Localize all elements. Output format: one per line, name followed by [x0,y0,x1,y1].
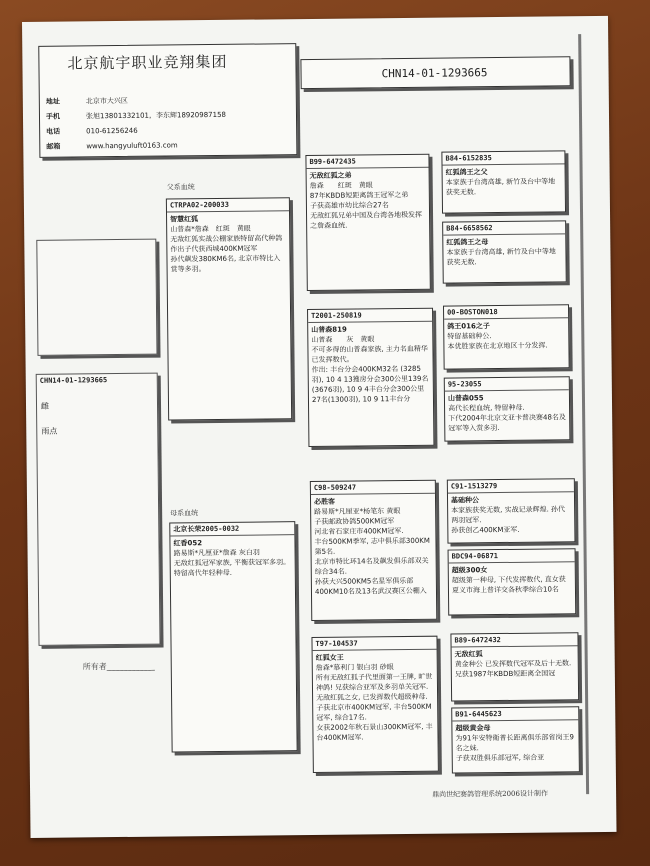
great-grandparent-ring: B91-6445623 [452,707,578,721]
grandparent-line: 无敌红狐之弟 [309,171,352,180]
subject-card [36,373,161,646]
grandparent-line: 丰台500KM季军, 志中俱乐部300KM第5名. [314,536,430,556]
grandparent-card [311,636,438,773]
grandparent-ring: B99-6472435 [306,155,428,169]
subject-color: 雨点 [41,426,58,436]
great-grandparent-line: 无敌红狐 [454,650,483,659]
dam-line: 无敌红狐冠军家族, 平衡获冠军多羽。 [173,558,291,568]
grandparent-line: 子获邮政协鸽500KM冠军 [314,517,395,526]
great-grandparent-ring: 95-23055 [445,377,569,391]
sire-line: 孙代飙发380KM6名, 北京市特比入赏等多羽。 [170,254,281,274]
great-grandparent-line: 本家族于台湾高雄, 新竹及台中等地获奖无数. [446,247,556,267]
company-row: 手机 张旭13801332101，李东辉18920987158 [45,110,227,121]
sire-line-label: 父系血统 [166,183,195,192]
great-grandparent-card [443,304,570,369]
great-grandparent-card [450,632,579,701]
great-grandparent-line: 鸽王016之子 [447,322,490,331]
great-grandparent-line: 本优胜家族在北京地区十分发挥. [447,341,548,351]
grandparent-line: 詹森*慕利门 银白羽 砂眼 [315,663,394,672]
sire-line: 智慧红狐 [170,215,199,224]
great-grandparent-ring: B84-6152835 [442,151,564,165]
grandparent-line: 女获2002年秋石景山300KM冠军, 丰台400KM冠军. [316,722,433,742]
grandparent-line: 不可多得的山普森家族, 主力名血精华已发挥数代。 [311,344,428,364]
great-grandparent-line: 红狐鸽王之母 [446,238,489,247]
grandparent-line: 无敌红狐兄弟中国及台湾各地极发挥之詹森血统. [310,210,423,230]
great-grandparent-line: 基础种公 [450,496,480,505]
pigeon-id-header: CHN14-01-1293665 [300,56,570,89]
great-grandparent-line: 子获双胜俱乐部冠军, 综合亚 [455,753,545,763]
great-grandparent-card [448,548,577,615]
great-grandparent-line: 超级300女 [451,566,488,575]
great-grandparent-card [441,150,566,213]
subject-sex: 雌 [40,401,50,411]
sire-ring: CTRPA02-200033 [167,198,289,212]
great-grandparent-ring: BDC94-06871 [449,549,575,563]
grandparent-line: 必胜客 [314,497,336,506]
great-grandparent-card [444,376,571,441]
dam-line-label: 母系血统 [170,509,199,518]
great-grandparent-line: 本家族获奖无数, 实战记录辉煌. 孙代两羽冠军. [451,505,566,525]
owner-label: 所有者____________ [82,661,155,672]
great-grandparent-line: 黄金种公 已发挥数代冠军及后十无数. [454,659,572,669]
great-grandparent-card [451,706,580,773]
grandparent-line: 作出: 丰台分会400KM32名 (3285羽), 10 4 13獲房分会300公里139名(3676羽), 10 9 4丰台分会300公里27名(1300羽), 10 9 11丰台分 [311,364,429,404]
company-row: 电话 010-61256246 [46,126,138,136]
subject-ring: CHN14-01-1293665 [39,376,108,385]
great-grandparent-line: 孙获创乙400KM亚军. [451,525,520,535]
company-card [38,43,297,158]
grandparent-line: 红狐女王 [315,653,344,662]
grandparent-line: 所有无敌红狐子代里面第一王牌, 旷世神鸽! 兄获综合亚军及多羽单关冠军. 无敌红狐之女, 已发挥数代超级种母. [315,672,433,702]
right-edge-line [578,34,589,794]
great-grandparent-line: 超级第一种母, 下代发挥数代, 直女获夏义市海上普详交各秋季综合10名 [451,575,566,595]
grandparent-line: 子获北京市400KM冠军, 丰台500KM冠军, 综合17名. [316,702,432,722]
grandparent-card [307,308,434,447]
photo-placeholder [36,239,157,356]
company-name: 北京航宇职业竞翔集团 [67,52,228,73]
grandparent-line: 山普森 灰 黄眼 [311,335,375,344]
grandparent-line: 北京市特比环14名及飙发俱乐部双关综合34名. [314,556,429,576]
great-grandparent-ring: C91-1513279 [448,479,574,493]
sire-line: 山普森*詹森 红斑 黄眼 [170,224,251,234]
grandparent-ring: T2001-250819 [308,309,432,323]
great-grandparent-line: 兄获1987年KBDB短距离全国冠 [454,669,556,679]
great-grandparent-line: 山普森055 [447,394,484,403]
dam-line: 红香052 [173,539,203,548]
great-grandparent-line: 为91年安特衛普长距离俱乐部省岗王9名之妹. [455,733,574,753]
grandparent-ring: T97-104537 [312,637,436,651]
grandparent-line: 子获高雄市幼比综合27名 [309,201,389,210]
great-grandparent-line: 特留基础种公. [447,332,492,341]
dam-line: 特留高代年轻种母. [173,568,233,578]
company-row: 邮箱 www.hangyuluft0163.com [46,141,178,151]
great-grandparent-ring: B84-6658562 [443,221,565,235]
grandparent-ring: C98-509247 [311,481,435,495]
great-grandparent-ring: B89-6472432 [451,633,577,647]
pedigree-sheet [22,16,617,838]
sire-card [166,197,292,420]
dam-line: 路易斯*凡厘亚*詹森 灰白羽 [173,548,260,558]
great-grandparent-card [442,220,567,283]
sire-line: 无敌红狐实战公棚家族特留高代种鸽 [170,234,283,244]
grandparent-line: 孙获大兴500KM5名星军俱乐部400KM10名及13名武汉赛区公棚入 [314,576,427,596]
grandparent-line: 山普森819 [311,325,347,334]
grandparent-line: 河北省石家庄市400KM冠军. [314,527,404,536]
great-grandparent-line: 下代2004年北京文亚卡普决赛48名及冠军等入赏多羽. [448,413,566,433]
grandparent-line: 路易斯*凡厘亚*杨笔东 黄眼 [314,507,401,516]
footer-credit: 鼎尚世纪赛鸽管理系统2006设计制作 [432,789,548,799]
company-contacts [46,93,227,155]
great-grandparent-line: 超级黄金母 [455,724,491,733]
grandparent-line: 87年KBDB短距离鸽王冠军之弟 [309,190,409,200]
sire-line: 作出子代获西城400KM冠军 [170,244,258,254]
great-grandparent-line: 高代长程血统, 特留种母. [448,403,525,413]
great-grandparent-card [447,478,576,543]
dam-card [169,521,297,752]
grandparent-card [310,480,437,621]
grandparent-line: 詹森 红斑 黄眼 [309,181,373,190]
great-grandparent-line: 红狐鸽王之父 [445,168,488,177]
great-grandparent-ring: 00-BOSTON018 [444,305,568,319]
great-grandparent-line: 本家族于台湾高雄, 新竹及台中等地获奖无数. [445,177,556,197]
company-row: 地址 北京市大兴区 [45,96,128,106]
dam-ring: 北京长荣2005-0032 [170,522,294,536]
grandparent-card [305,154,430,291]
